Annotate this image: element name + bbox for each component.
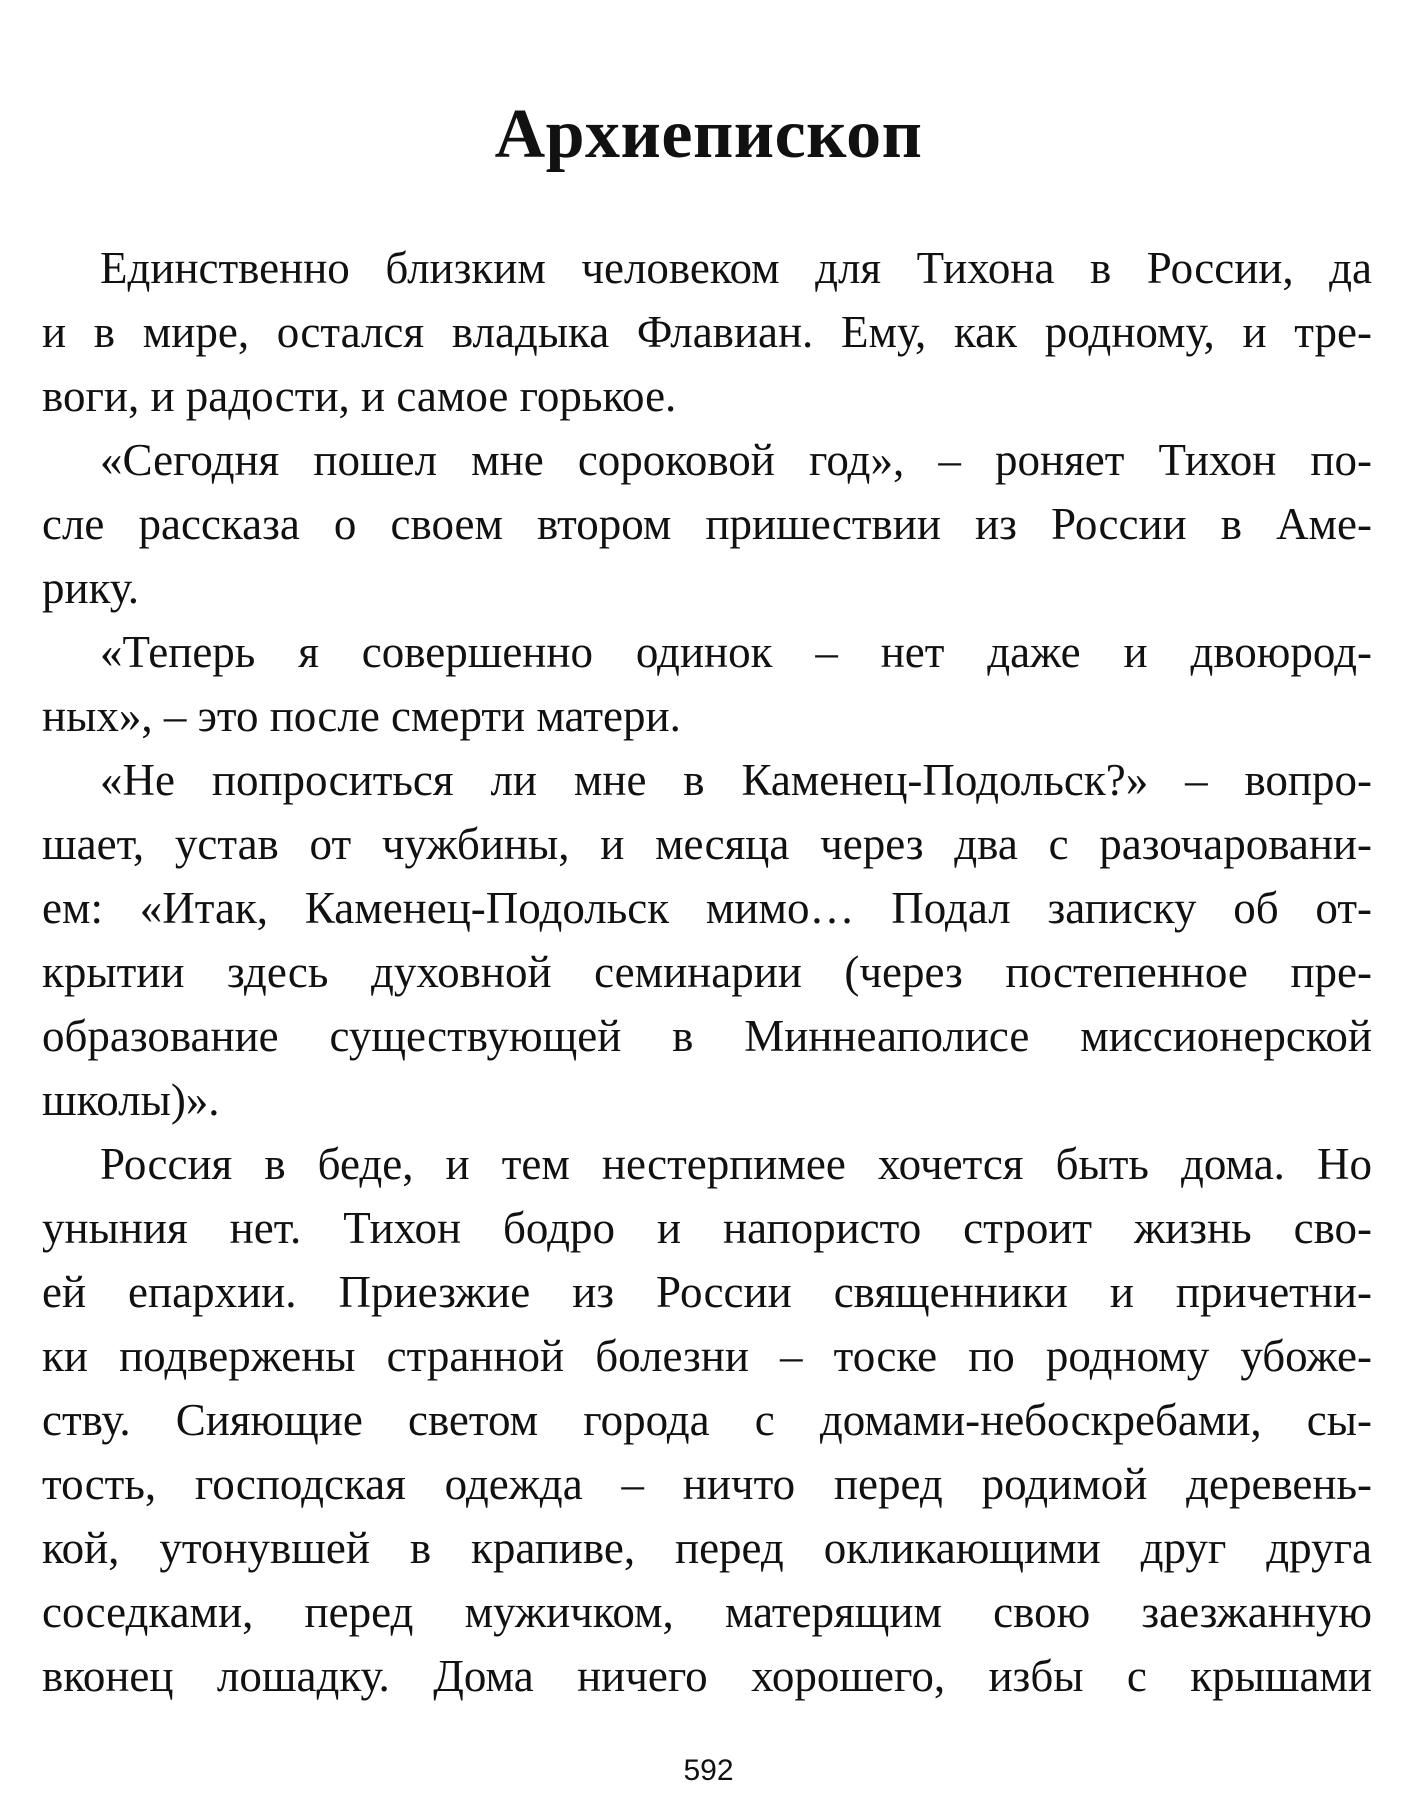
text-line: сле рассказа о своем втором пришествии из России в Аме- <box>42 499 1372 549</box>
body-text <box>42 236 1372 1708</box>
text-line: воги, и радости, и самое горькое. <box>42 371 677 421</box>
text-line: уныния нет. Тихон бодро и напористо строит жизнь сво- <box>42 1203 1372 1253</box>
text-line: ных», – это после смерти матери. <box>42 691 681 741</box>
text-line: шает, устав от чужбины, и месяца через два с разочаровани- <box>42 819 1372 869</box>
text-line: кой, утонувшей в крапиве, перед окликающими друг друга <box>42 1523 1372 1573</box>
text-line: вконец лошадку. Дома ничего хорошего, избы с крышами <box>42 1651 1372 1701</box>
text-line: рику. <box>42 563 140 613</box>
text-line: ей епархии. Приезжие из России священники и причетни- <box>42 1267 1372 1317</box>
text-line: «Теперь я совершенно одинок – нет даже и двоюрод- <box>100 627 1372 677</box>
chapter-title: Архиепископ <box>494 96 923 173</box>
paragraph <box>42 428 1372 620</box>
page-number: 592 <box>683 1754 734 1787</box>
text-line: ки подвержены странной болезни – тоске по родному убоже- <box>42 1331 1372 1381</box>
text-line: соседками, перед мужичком, матерящим свою заезжанную <box>42 1587 1372 1637</box>
text-line: «Сегодня пошел мне сороковой год», – роняет Тихон по- <box>100 435 1372 485</box>
paragraph <box>42 748 1372 1132</box>
text-line: Единственно близким человеком для Тихона в России, да <box>100 243 1372 293</box>
text-line: тость, господская одежда – ничто перед родимой деревень- <box>42 1459 1372 1509</box>
text-line: Россия в беде, и тем нестерпимее хочется быть дома. Но <box>100 1139 1372 1189</box>
paragraph <box>42 1132 1372 1708</box>
text-line: ем: «Итак, Каменец-Подольск мимо… Подал записку об от- <box>42 883 1372 933</box>
text-line: школы)». <box>42 1075 220 1125</box>
text-line: крытии здесь духовной семинарии (через постепенное пре- <box>42 947 1372 997</box>
text-line: образование существующей в Миннеаполисе миссионерской <box>42 1011 1372 1061</box>
paragraph <box>42 236 1372 428</box>
text-line: «Не попроситься ли мне в Каменец-Подольск?» – вопро- <box>100 755 1372 805</box>
text-line: и в мире, остался владыка Флавиан. Ему, как родному, и тре- <box>42 307 1372 357</box>
text-line: ству. Сияющие светом города с домами-небоскребами, сы- <box>42 1395 1372 1445</box>
paragraph <box>42 620 1372 748</box>
